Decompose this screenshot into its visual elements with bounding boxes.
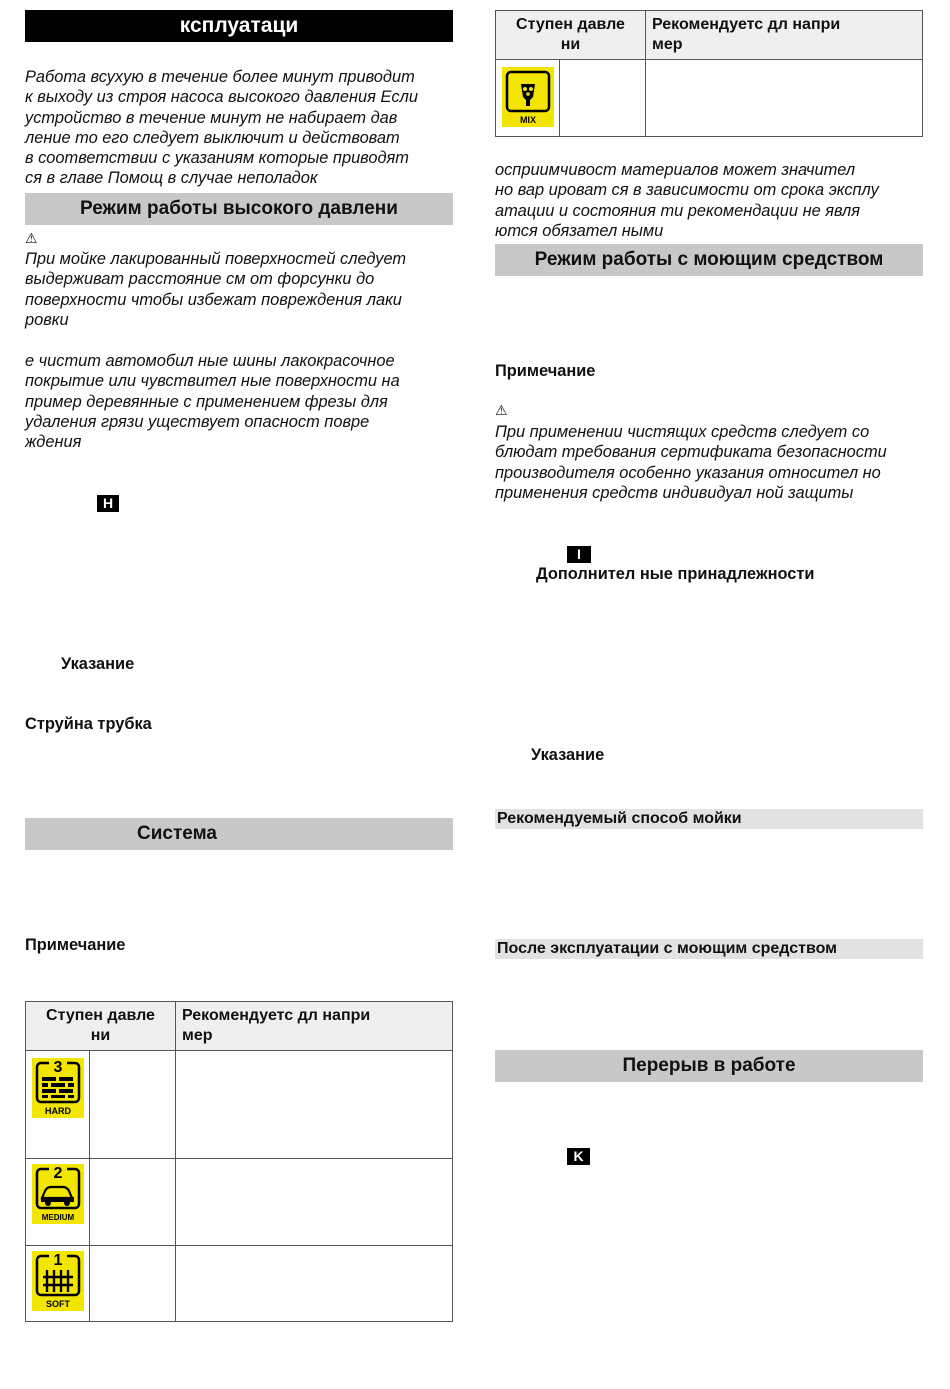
tire-cleaning-paragraph: е чистит автомобил ные шины лакокрасочное покрытие или чувствител ные поверхности на пример деревянные с применением фрезы для удаления грязи уществует опасност повре ждения	[25, 352, 400, 452]
brick-wall-icon	[32, 1058, 84, 1118]
level-label: MEDIUM	[41, 1213, 75, 1222]
section-title-recommended-method: Рекомендуемый способ мойки	[495, 809, 923, 829]
detergent-safety-paragraph: При применении чистящих средств следует со блюдат требования сертификата безопасности производителя особенно указания относител но применения средств индивидуал ной защиты	[495, 423, 887, 502]
level-label: SOFT	[46, 1299, 70, 1309]
table-row	[26, 1159, 453, 1246]
table-cell	[90, 1246, 176, 1322]
table-header-row	[26, 1002, 453, 1051]
level-icon-cell	[26, 1246, 90, 1322]
table-row	[496, 60, 923, 137]
note-primechanie-right: Примечание	[495, 362, 596, 380]
level-number: 2	[53, 1165, 63, 1182]
figure-key-h: H	[97, 495, 119, 512]
section-title-high-pressure: Режим работы высокого давлени	[25, 193, 453, 225]
table-header-level: Ступен давле ни	[26, 1002, 176, 1051]
section-title-system: Система	[25, 818, 453, 850]
note-ukazanie-right: Указание	[531, 746, 605, 764]
section-title-exploitation: ксплуатаци	[25, 10, 453, 42]
jet-pipe-label: Струйна трубка	[25, 715, 152, 733]
figure-key-k: K	[567, 1148, 590, 1165]
level-icon-cell	[26, 1159, 90, 1246]
table-row	[26, 1246, 453, 1322]
level-icon-cell	[26, 1051, 90, 1159]
table-cell	[176, 1246, 453, 1322]
table-cell	[176, 1159, 453, 1246]
car-icon	[32, 1164, 84, 1224]
level-number: 1	[53, 1252, 63, 1269]
warning-icon: ⚠	[25, 230, 38, 246]
detergent-mix-icon	[502, 67, 554, 127]
accessories-label: Дополнител ные принадлежности	[536, 565, 815, 583]
table-header-level: Ступен давле ни	[496, 11, 646, 60]
note-ukazanie-left: Указание	[61, 655, 135, 673]
level-number: 3	[53, 1059, 63, 1076]
section-title-after-detergent: После эксплуатации с моющим средством	[495, 939, 923, 959]
material-sensitivity-paragraph: осприимчивост материалов может значител но вар ироват ся в зависимости от срока эксплу атации и состояния ти рекомендации не явля ются обязател ными	[495, 161, 879, 240]
note-primechanie-left: Примечание	[25, 936, 126, 954]
table-row	[26, 1051, 453, 1159]
wood-fence-icon	[32, 1251, 84, 1311]
level-label: MIX	[519, 115, 537, 125]
level-icon-cell	[496, 60, 646, 137]
table-cell	[176, 1051, 453, 1159]
dry-run-paragraph: Работа всухую в течение более минут приводит к выходу из строя насоса высокого давления Если устройство в течение минут не набирает дав ление то его следует выключит и действоват в соответствии с указаниям которые приводят ся в главе Помощ в случае неполадок	[25, 68, 418, 188]
table-cell	[90, 1159, 176, 1246]
section-title-break: Перерыв в работе	[495, 1050, 923, 1082]
level-label: HARD	[45, 1106, 71, 1116]
table-cell	[646, 60, 923, 137]
table-header-recommended: Рекомендуетс дл напри мер	[176, 1002, 453, 1051]
figure-key-i: I	[567, 546, 591, 563]
table-cell	[90, 1051, 176, 1159]
pressure-table-left	[25, 1001, 453, 1322]
table-header-row	[496, 11, 923, 60]
pressure-table-right	[495, 10, 923, 137]
table-header-recommended: Рекомендуетс дл напри мер	[646, 11, 923, 60]
section-title-detergent: Режим работы с моющим средством	[495, 244, 923, 276]
warning-icon: ⚠	[495, 402, 508, 418]
lacquer-warning-paragraph: При мойке лакированный поверхностей следует выдерживат расстояние см от форсунки до поверхности чтобы избежат повреждения лаки ровки	[25, 250, 407, 329]
